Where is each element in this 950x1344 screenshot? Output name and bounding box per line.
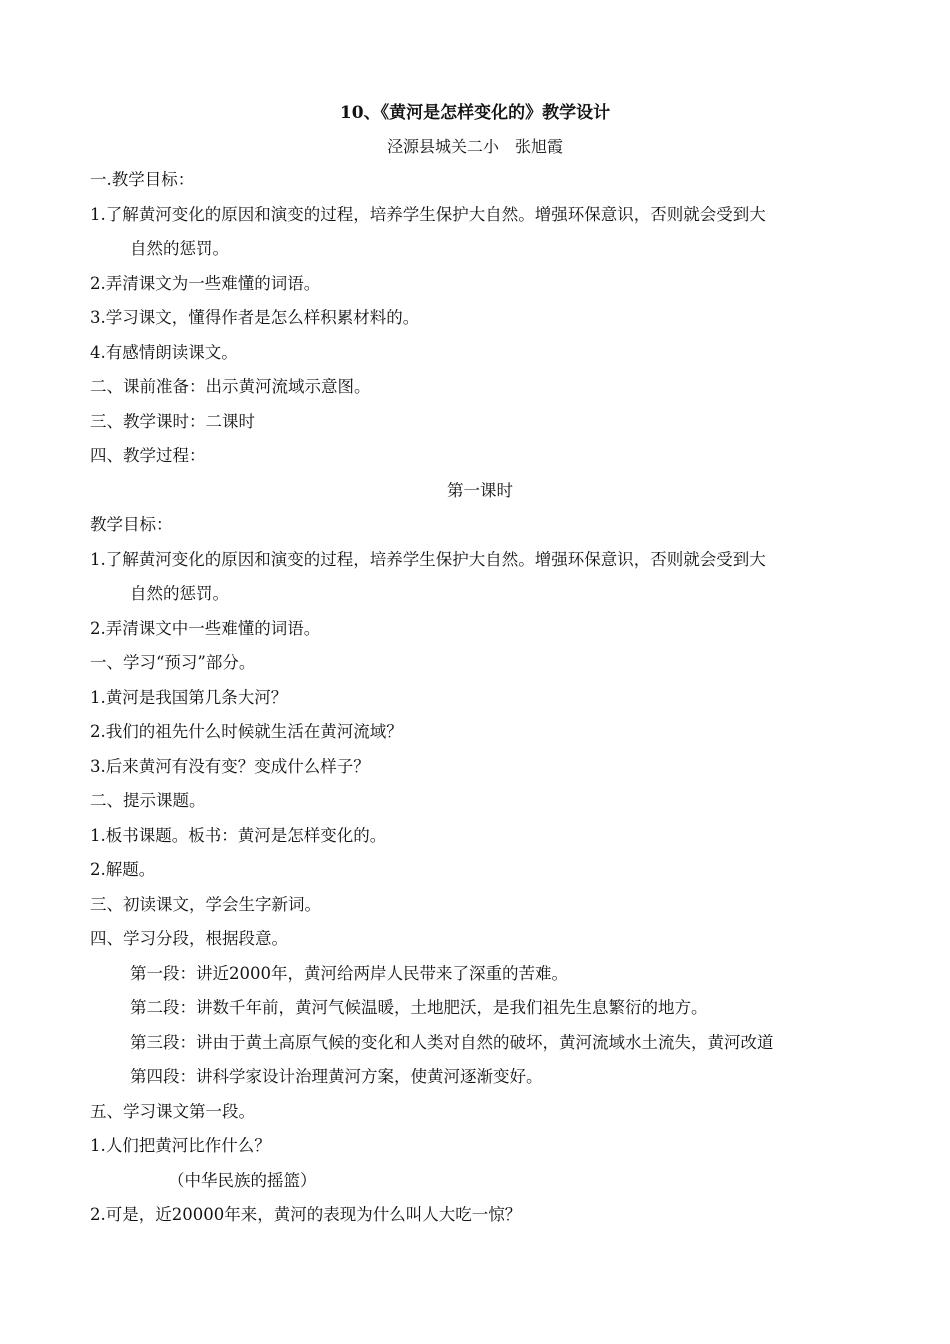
text-line: 2.解题。: [90, 860, 156, 879]
text-line: 第一段：讲近2000年，黄河给两岸人民带来了深重的苦难。: [130, 963, 568, 983]
document-title: 10、《黄河是怎样变化的》教学设计: [339, 103, 611, 123]
text-line: 1.板书课题。板书：黄河是怎样变化的。: [90, 825, 387, 845]
text-line: 2.可是，近20000年来，黄河的表现为什么叫人大吃一惊？: [90, 1205, 522, 1224]
text-line: 1.人们把黄河比作什么？: [90, 1136, 271, 1155]
text-line: 3.后来黄河有没有变？变成什么样子？: [90, 756, 370, 776]
text-line: 第二段：讲数千年前，黄河气候温暖，土地肥沃，是我们祖先生息繁衍的地方。: [130, 998, 708, 1017]
text-line: 2.弄清课文为一些难懂的词语。: [90, 273, 321, 293]
text-line: （中华民族的摇篮）: [168, 1170, 317, 1190]
text-line: 3.学习课文，懂得作者是怎么样积累材料的。: [90, 308, 420, 327]
text-line: 二、提示课题。: [90, 791, 206, 810]
text-line: 1.黄河是我国第几条大河？: [90, 687, 288, 707]
text-line: 4.有感情朗读课文。: [90, 342, 238, 362]
text-line: 一、学习“预习”部分。: [90, 653, 256, 672]
text-line: 2.我们的祖先什么时候就生活在黄河流域？: [90, 722, 403, 741]
text-line: 第三段：讲由于黄土高原气候的变化和人类对自然的破坏，黄河流域水土流失，黄河改道: [130, 1032, 774, 1052]
text-line: 三、教学课时：二课时: [90, 411, 255, 431]
text-line: 1.了解黄河变化的原因和演变的过程，培养学生保护大自然。增强环保意识，否则就会受到大: [90, 204, 766, 224]
text-line: 二、课前准备：出示黄河流域示意图。: [90, 377, 371, 396]
text-line: 三、初读课文，学会生字新词。: [90, 894, 321, 914]
text-line: 四、教学过程：: [90, 446, 206, 465]
document-author: 泾源县城关二小 张旭霞: [386, 137, 563, 156]
text-line: 四、学习分段，根据段意。: [90, 929, 288, 948]
document-body: [90, 163, 870, 1233]
text-line: 一.教学目标：: [90, 170, 195, 189]
text-line: 第四段：讲科学家设计治理黄河方案，使黄河逐渐变好。: [130, 1067, 543, 1086]
text-line: 教学目标：: [90, 515, 173, 534]
text-line: 1.了解黄河变化的原因和演变的过程，培养学生保护大自然。增强环保意识，否则就会受到大: [90, 549, 766, 569]
text-line: 自然的惩罚。: [130, 239, 229, 258]
text-line: 2.弄清课文中一些难懂的词语。: [90, 618, 321, 638]
text-line: 第一课时: [447, 480, 513, 500]
text-line: 自然的惩罚。: [130, 584, 229, 603]
text-line: 五、学习课文第一段。: [90, 1101, 255, 1121]
